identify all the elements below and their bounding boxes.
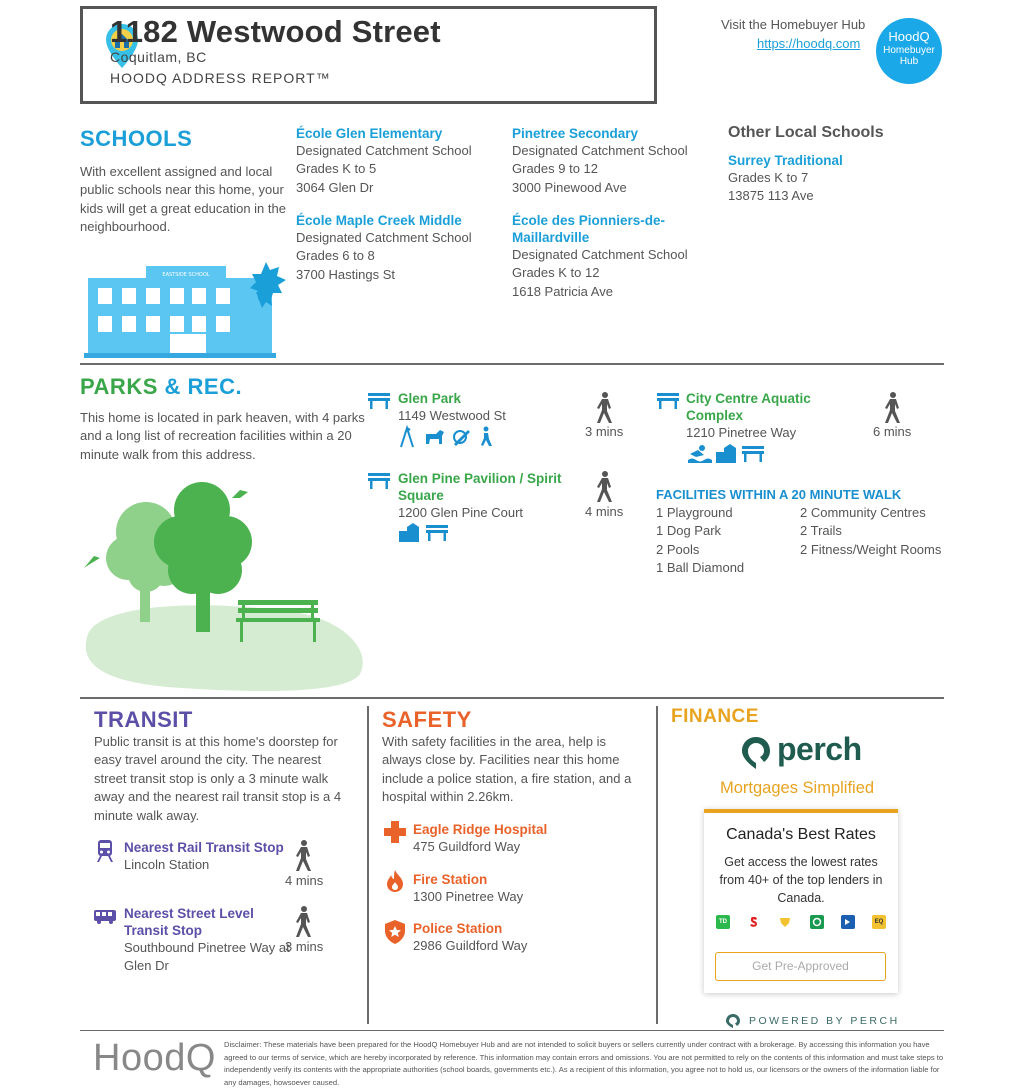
train-icon [96, 840, 114, 862]
park-name[interactable]: Glen Pine Pavilion / Spirit Square [398, 471, 562, 503]
card-text: Get access the lowest rates from 40+ of the top lenders in Canada. [719, 855, 883, 905]
section-divider [80, 697, 944, 699]
school-name[interactable]: Pinetree Secondary [512, 126, 639, 141]
park-address: 1149 Westwood St [398, 408, 506, 423]
safety-address: 1300 Pinetree Way [413, 889, 524, 904]
hospital-icon [384, 821, 406, 843]
facilities-list-right [800, 504, 941, 559]
school-address: 13875 113 Ave [728, 188, 814, 204]
school-item [512, 212, 702, 301]
hub-badge[interactable] [876, 18, 942, 84]
park-name[interactable]: City Centre Aquatic Complex [686, 391, 811, 423]
safety-intro: With safety facilities in the area, help is always close by. Facilities near this home include a police station, a fire station, and a hospital within 2.26km. [382, 734, 632, 805]
parks-heading-a: PARKS [80, 374, 158, 399]
park-item [686, 390, 846, 442]
school-name[interactable]: Surrey Traditional [728, 153, 843, 168]
hub-link[interactable]: https://hoodq.com [757, 36, 861, 51]
police-badge-icon [385, 920, 405, 944]
school-name[interactable]: École des Pionniers-de-Maillardville [512, 213, 666, 245]
school-sign-text: EASTSIDE SCHOOL [162, 272, 210, 278]
finance-heading: FINANCE [671, 706, 759, 727]
park-item [398, 470, 576, 522]
walk-time: 4 mins [585, 504, 624, 519]
safety-item [413, 871, 633, 906]
desjardins-logo [778, 915, 792, 929]
facility-item: 1 Playground [656, 505, 733, 520]
walk-icon [882, 392, 904, 424]
transit-intro: Public transit is at this home's doorstep for easy travel around the city. The nearest street transit stop is only a 3 minute walk away and the nearest rail transit stop is a 4 minute walk away. [94, 734, 342, 823]
bus-icon [94, 910, 118, 924]
school-address: 3700 Hastings St [296, 266, 396, 282]
disclaimer-text: Disclaimer: These materials have been prepared for the HoodQ Homebuyer Hub and are not intended to solicit buyers or sellers currently under contract with a brokerage. By accessing this information you have agreed to our terms of service, which are hereby incorporated by reference. This information may contain errors and omissions. You are not permitted to rely on the contents of this information and must take steps to independently verify its contents with the appropriate authorities (school boards, governments etc.). As a recipient of this information, you agree not to hold us, our licensors or the owners of the information liable for any damages, howsoever caused. [224, 1040, 944, 1087]
school-type: Designated Catchment School [512, 143, 688, 158]
school-type: Designated Catchment School [296, 230, 472, 245]
parks-heading-b: & REC. [164, 374, 243, 399]
school-address: 1618 Patricia Ave [512, 283, 613, 299]
facilities-heading: FACILITIES WITHIN A 20 MINUTE WALK [656, 487, 902, 502]
school-name[interactable]: École Maple Creek Middle [296, 213, 462, 228]
walk-icon [293, 906, 315, 938]
column-divider [656, 706, 658, 1024]
parks-heading [80, 374, 242, 400]
rbc-logo [810, 915, 824, 929]
school-address: 3064 Glen Dr [296, 179, 374, 195]
safety-heading: SAFETY [382, 707, 472, 732]
hub-badge-brand: HoodQ [888, 29, 930, 44]
safety-address: 475 Guildford Way [413, 839, 521, 854]
walk-time: 3 mins [585, 424, 624, 439]
bmo-logo [841, 915, 855, 929]
park-illustration [82, 484, 366, 692]
facility-item: 2 Pools [656, 541, 700, 557]
card-title: Canada's Best Rates [726, 826, 876, 843]
safety-item [413, 920, 633, 955]
rates-card [704, 809, 898, 993]
other-schools-heading: Other Local Schools [728, 124, 884, 141]
walk-icon [293, 840, 315, 872]
perch-tagline: Mortgages Simplified [720, 779, 875, 797]
park-address: 1210 Pinetree Way [686, 425, 797, 440]
get-pre-approved-button[interactable]: Get Pre-Approved [715, 952, 886, 981]
facility-item: 2 Community Centres [800, 505, 926, 520]
school-grades: Grades 6 to 8 [296, 248, 375, 264]
address-title: 1182 Westwood Street [110, 14, 441, 49]
school-type: Designated Catchment School [512, 247, 688, 262]
street-title[interactable]: Nearest Street Level Transit Stop [124, 906, 254, 938]
walk-icon [594, 392, 616, 424]
fire-icon [386, 870, 404, 892]
address-city: Coquitlam, BC [110, 49, 207, 65]
school-grades: Grades K to 5 [296, 161, 377, 177]
powered-by-perch: POWERED BY PERCH [749, 1015, 900, 1027]
report-label: HOODQ ADDRESS REPORT™ [110, 70, 331, 86]
eq-bank-logo: EQ [872, 915, 886, 929]
other-school-item [728, 152, 938, 206]
park-address: 1200 Glen Pine Court [398, 505, 524, 520]
hoodq-logo: HoodQ [93, 1037, 216, 1079]
perch-wordmark: perch [777, 731, 862, 767]
walk-time: 4 mins [285, 873, 324, 888]
perch-small-icon [726, 1014, 740, 1028]
hub-text: Visit the Homebuyer Hub [721, 17, 866, 32]
transit-street [124, 905, 294, 976]
safety-name[interactable]: Police Station [413, 921, 503, 936]
walk-time: 3 mins [285, 939, 324, 954]
school-grades: Grades K to 7 [728, 170, 809, 185]
park-amenity-icons [688, 444, 764, 464]
rail-title[interactable]: Nearest Rail Transit Stop [124, 840, 284, 855]
perch-logo-icon [741, 736, 771, 770]
rail-name: Lincoln Station [124, 857, 210, 872]
hub-badge-sub: Homebuyer Hub [883, 45, 935, 67]
school-grades: Grades K to 12 [512, 265, 600, 281]
td-bank-logo: TD [716, 915, 730, 929]
facilities-list-left [656, 504, 744, 578]
bench-icon [657, 393, 679, 409]
safety-name[interactable]: Fire Station [413, 872, 488, 887]
facility-item: 2 Fitness/Weight Rooms [800, 541, 942, 557]
transit-rail [124, 839, 286, 874]
walk-time: 6 mins [873, 424, 912, 439]
school-building-illustration [84, 258, 290, 360]
school-address: 3000 Pinewood Ave [512, 179, 627, 195]
school-name[interactable]: École Glen Elementary [296, 126, 443, 141]
park-item [398, 390, 578, 425]
school-grades: Grades 9 to 12 [512, 161, 598, 177]
bench-icon [368, 473, 390, 489]
safety-item [413, 821, 633, 856]
park-amenity-icons [398, 523, 448, 543]
scotiabank-logo [747, 915, 761, 929]
street-name: Southbound Pinetree Way at Glen Dr [124, 940, 290, 974]
walk-icon [594, 471, 616, 503]
facility-item: 1 Ball Diamond [656, 560, 745, 576]
schools-intro: With excellent assigned and local public schools near this home, your kids will get a great education in the neighbourhood. [80, 164, 286, 235]
school-item [296, 212, 506, 284]
school-item [512, 125, 717, 197]
facility-item: 2 Trails [800, 523, 842, 539]
safety-name[interactable]: Eagle Ridge Hospital [413, 822, 548, 837]
transit-heading: TRANSIT [94, 707, 193, 732]
parks-intro: This home is located in park heaven, with 4 parks and a long list of recreation facilities within a 20 minute walk from this address. [80, 410, 365, 462]
school-item [296, 125, 506, 197]
section-divider [80, 363, 944, 365]
footer-divider [80, 1030, 944, 1031]
park-amenity-icons [398, 426, 498, 448]
schools-heading: SCHOOLS [80, 126, 193, 151]
school-type: Designated Catchment School [296, 143, 472, 158]
facility-item: 1 Dog Park [656, 523, 722, 539]
bench-icon [368, 393, 390, 409]
safety-address: 2986 Guildford Way [413, 938, 528, 953]
park-name[interactable]: Glen Park [398, 391, 462, 406]
column-divider [367, 706, 369, 1024]
